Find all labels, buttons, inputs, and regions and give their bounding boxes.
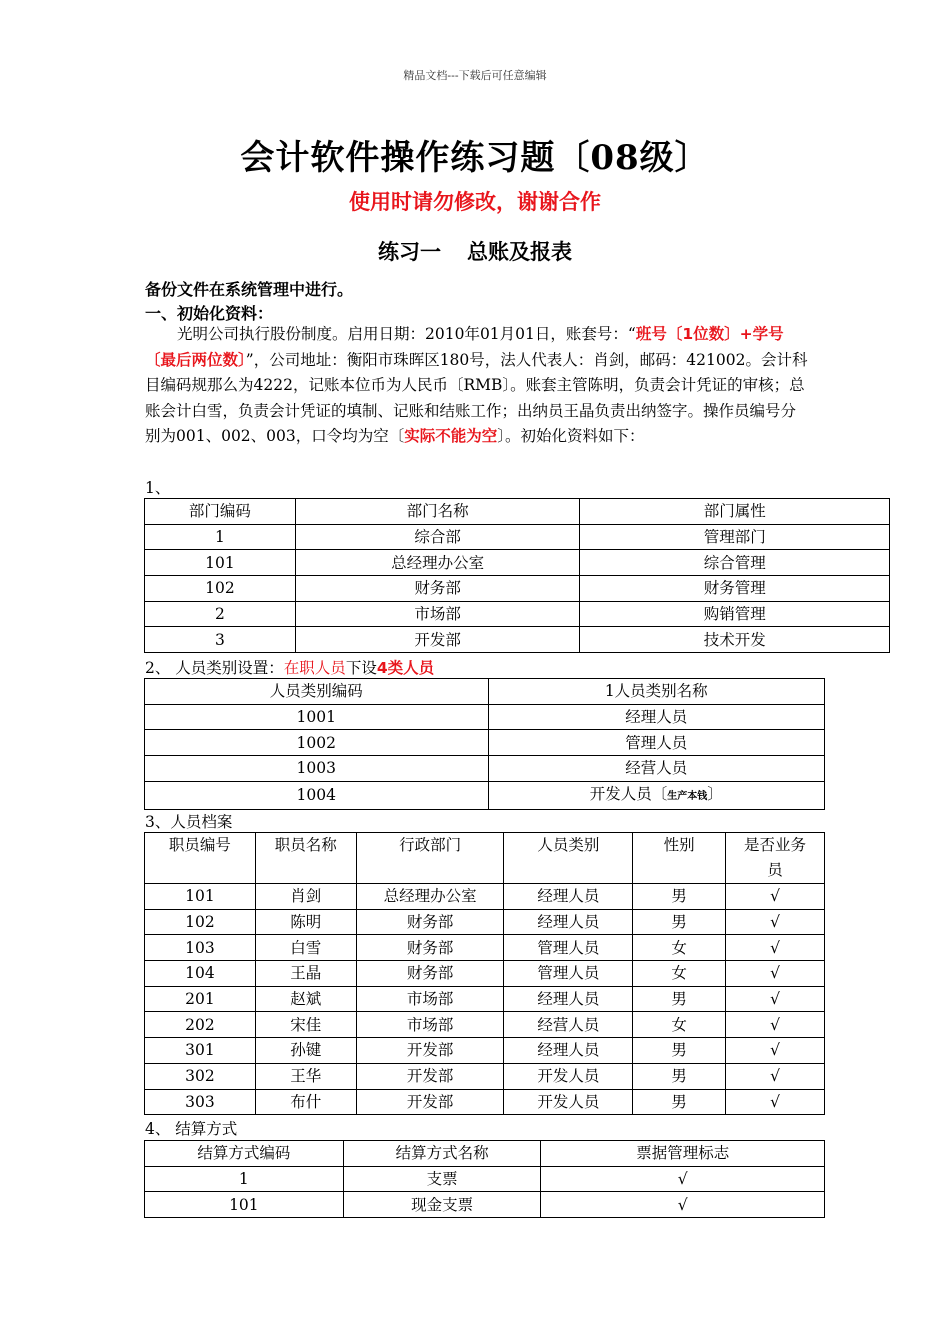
settlement-table [144,1140,825,1218]
intro-red-2: 实际不能为空 [404,427,498,446]
intro-text-1: 光明公司执行股份制度。启用日期：2010年01月01日，账套号：“ [177,325,636,343]
table-cell: 1002 [145,730,489,756]
table-cell: 市场部 [295,601,580,627]
intro-text-2: ”，公司地址：衡阳市珠晖区180号，法人代表人：肖剑，邮码：421002。会计科目编码规那么为4222，记账本位币为人民币〔RMB〕。账套主管陈明，负责会计凭证的审核；总账会计白雪，负责会计凭证的填制、记账和结账工作；出纳员王晶负责出纳签字。操作员编号分别为001、002、003，口令均为空〔 [145,350,808,446]
table-cell: 1 [145,524,296,550]
table-cell: 101 [145,884,256,910]
s2-red-2: 4类人员 [376,659,435,677]
table-cell: 管理人员 [504,961,633,987]
table-cell: 赵斌 [255,986,356,1012]
table-cell: 技术开发 [580,627,890,653]
table-cell [488,781,825,809]
table-cell: 开发部 [356,1063,504,1089]
subtitle: 使用时请勿修改，谢谢合作 [349,190,601,214]
table-cell: 财务部 [356,909,504,935]
table-header-row [145,833,825,884]
table-cell: 男 [633,884,726,910]
table-cell: 王华 [255,1063,356,1089]
table-row [145,1192,825,1218]
table-cell: 经理人员 [504,884,633,910]
table-cell: 301 [145,1038,256,1064]
table-cell: 经营人员 [488,756,825,782]
section-2-label [145,656,434,678]
s2-prefix: 2、 人员类别设置： [145,659,284,677]
table-cell: 购销管理 [580,601,890,627]
table-cell: √ [726,961,825,987]
table-row [145,756,825,782]
table-header-cell: 部门属性 [580,499,890,525]
table-cell: √ [726,935,825,961]
table-row [145,781,825,809]
table-header-cell: 职员编号 [145,833,256,884]
table-header-cell: 人员类别编码 [145,679,489,705]
table-cell: √ [726,986,825,1012]
table-row [145,524,890,550]
table-cell: 经理人员 [488,704,825,730]
table-cell: 男 [633,1089,726,1115]
table-row [145,1012,825,1038]
table-row [145,704,825,730]
table-header-cell: 部门编码 [145,499,296,525]
table-row [145,909,825,935]
table-header-cell: 职员名称 [255,833,356,884]
table-cell: √ [726,1089,825,1115]
table-cell: 303 [145,1089,256,1115]
table-cell: 财务部 [356,961,504,987]
table-cell: 女 [633,935,726,961]
staff-table [144,832,825,1115]
table-row [145,730,825,756]
table-row [145,550,890,576]
table-cell: 2 [145,601,296,627]
table-cell: 现金支票 [343,1192,541,1218]
header-last-line1: 是否业务 [744,836,807,854]
table-cell: 宋佳 [255,1012,356,1038]
table-cell: 101 [145,1192,344,1218]
table-row [145,627,890,653]
table-cell: 1004 [145,781,489,809]
table-row [145,935,825,961]
table-header-row [145,1141,825,1167]
section-3-label: 3、人员档案 [145,813,233,831]
table-cell: 101 [145,550,296,576]
dept-table [144,498,890,653]
table-cell: √ [726,1063,825,1089]
table-cell: √ [726,884,825,910]
table-cell: 经理人员 [504,986,633,1012]
table-row [145,576,890,602]
table-header-cell [726,833,825,884]
cat-last-note: 生产本钱 [667,790,708,802]
table-cell: 男 [633,1063,726,1089]
table-cell: 302 [145,1063,256,1089]
table-cell: 男 [633,986,726,1012]
table-cell: 开发部 [295,627,580,653]
table-header-cell: 人员类别 [504,833,633,884]
table-header-cell: 结算方式编码 [145,1141,344,1167]
table-cell: 103 [145,935,256,961]
intro-text-3: 〕。初始化资料如下： [497,427,645,446]
table-row [145,884,825,910]
table-header-cell: 1人员类别名称 [488,679,825,705]
backup-note: 备份文件在系统管理中进行。 [145,280,354,299]
heading-init: 一、初始化资料： [145,304,274,323]
table-cell: 综合部 [295,524,580,550]
table-cell: 孙键 [255,1038,356,1064]
table-cell: √ [726,909,825,935]
table-cell: 管理人员 [504,935,633,961]
table-cell: 陈明 [255,909,356,935]
table-header-cell: 部门名称 [295,499,580,525]
table-cell: 202 [145,1012,256,1038]
table-cell: 布什 [255,1089,356,1115]
table-cell: 经理人员 [504,909,633,935]
table-cell: 1001 [145,704,489,730]
table-cell: 总经理办公室 [295,550,580,576]
table-row [145,1089,825,1115]
table-cell: √ [726,1012,825,1038]
table-cell: 财务管理 [580,576,890,602]
table-header-cell: 性别 [633,833,726,884]
table-row [145,961,825,987]
table-cell: 白雪 [255,935,356,961]
table-cell: 综合管理 [580,550,890,576]
header-last-line2: 员 [767,861,783,879]
table-row [145,1166,825,1192]
s2-red-1: 在职人员 [283,659,346,677]
table-cell: 开发部 [356,1089,504,1115]
table-cell: 男 [633,1038,726,1064]
s2-mid: 下设 [345,659,377,677]
table-cell: 支票 [343,1166,541,1192]
table-cell: √ [726,1038,825,1064]
table-cell: 管理人员 [488,730,825,756]
table-cell: 总经理办公室 [356,884,504,910]
cat-last-close: 〕 [707,784,723,803]
table-cell: 201 [145,986,256,1012]
table-cell: 104 [145,961,256,987]
table-cell: 102 [145,909,256,935]
table-cell: 经理人员 [504,1038,633,1064]
table-cell: 市场部 [356,986,504,1012]
header-note: 精品文档---下载后可任意编辑 [403,69,547,82]
table-cell: √ [541,1192,825,1218]
table-cell: 开发部 [356,1038,504,1064]
table-header-row [145,499,890,525]
table-cell: 财务部 [356,935,504,961]
table-cell: 市场部 [356,1012,504,1038]
table-row [145,1038,825,1064]
table-header-cell: 票据管理标志 [541,1141,825,1167]
table-row [145,1063,825,1089]
section-1-label: 1、 [145,479,171,497]
table-cell: 3 [145,627,296,653]
table-cell: 王晶 [255,961,356,987]
table-cell: 102 [145,576,296,602]
section-4-label: 4、 结算方式 [145,1120,238,1138]
table-cell: √ [541,1166,825,1192]
table-row [145,601,890,627]
table-header-row [145,679,825,705]
section-part1: 练习一 [378,240,441,264]
table-cell: 男 [633,909,726,935]
section-title [0,236,950,266]
cat-last-name: 开发人员〔 [589,784,668,803]
table-cell: 1 [145,1166,344,1192]
table-cell: 经营人员 [504,1012,633,1038]
table-cell: 1003 [145,756,489,782]
table-cell: 财务部 [295,576,580,602]
table-header-cell: 结算方式名称 [343,1141,541,1167]
page-title: 会计软件操作练习题〔08级〕 [240,138,710,178]
intro-paragraph [145,322,810,450]
table-cell: 管理部门 [580,524,890,550]
table-cell: 开发人员 [504,1089,633,1115]
table-row [145,986,825,1012]
category-table [144,678,825,810]
intro-red-1: 班号〔1位数〕+学号〔最后两位数〕 [145,325,784,369]
table-cell: 肖剑 [255,884,356,910]
table-cell: 女 [633,1012,726,1038]
table-header-cell: 行政部门 [356,833,504,884]
table-cell: 开发人员 [504,1063,633,1089]
table-cell: 女 [633,961,726,987]
section-part2: 总账及报表 [467,240,572,264]
